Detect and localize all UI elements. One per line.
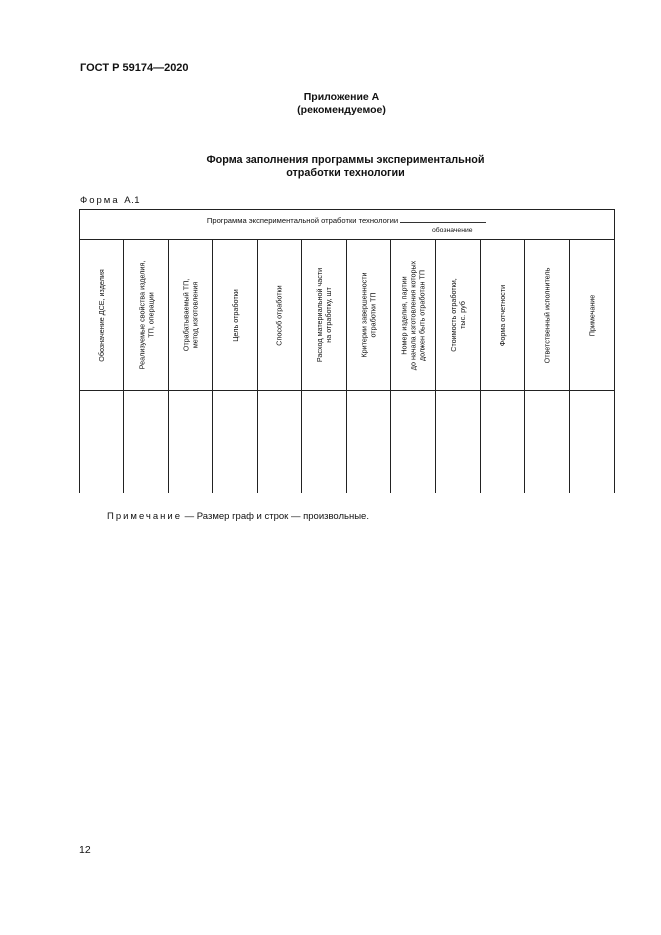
designation-caption: обозначение — [432, 227, 473, 234]
column-header-text: на отработку, шт — [324, 287, 333, 343]
program-caption — [79, 215, 614, 225]
form-title-line1: Форма заполнения программы экспериментальной — [206, 154, 485, 166]
column-header-method — [258, 240, 301, 390]
column-header-text: Форма отчетности — [498, 284, 508, 346]
column-header-text: Расход материальной части — [315, 267, 324, 363]
column-header-text: Отрабатываемый ТП, — [181, 278, 191, 352]
column-header-text: Стоимость отработки, — [449, 278, 459, 352]
note-label: Примечание — [107, 511, 182, 522]
column-header-consumption — [302, 240, 346, 390]
column-header-text: Примечание — [587, 294, 597, 336]
column-header-text: Способ отработки — [275, 284, 284, 346]
column-header-responsible — [525, 240, 569, 390]
column-header-text: отработки ТП — [368, 292, 378, 338]
annex-status: (рекомендуемое) — [297, 104, 386, 116]
column-header-text: Реализуемые свойства изделия, — [137, 260, 147, 370]
annex-title: Приложение А — [303, 91, 380, 103]
column-header-goal — [213, 240, 257, 390]
column-header-text: Ответственный исполнитель — [542, 267, 552, 363]
program-caption-text: Программа экспериментальной отработки технологии — [206, 216, 399, 225]
form-label-number: А.1 — [124, 195, 141, 206]
column-header-text: Критерии завершенности — [359, 272, 369, 358]
column-header-remark — [570, 240, 614, 390]
form-title — [0, 154, 661, 180]
designation-blank-line — [400, 215, 486, 223]
column-header-properties — [124, 240, 168, 390]
form-title-line2: отработки технологии — [286, 167, 405, 179]
standard-number: ГОСТ Р 59174—2020 — [80, 62, 189, 74]
column-header-text: тыс. руб — [458, 301, 468, 329]
page-number: 12 — [79, 844, 91, 856]
column-header-cost — [436, 240, 480, 390]
table-top-border — [79, 209, 614, 210]
column-header-text: должен быть отработан ТП — [417, 269, 427, 361]
column-header-text: Номер изделия, партии — [399, 275, 409, 355]
column-header-report-form — [481, 240, 524, 390]
column-header-text: Цель отработки — [230, 288, 240, 342]
form-label-word: Форма — [80, 195, 120, 206]
column-header-batch-number — [391, 240, 435, 390]
table-note — [107, 511, 369, 522]
table-right-border — [614, 209, 615, 493]
column-header-text: ТП, операции — [146, 292, 156, 338]
note-text: — Размер граф и строк — произвольные. — [182, 511, 369, 522]
column-header-process — [169, 240, 212, 390]
column-header-text: метод изготовления — [190, 281, 200, 349]
column-header-text: до начала изготовления которых — [408, 260, 418, 370]
column-header-dse — [80, 240, 123, 390]
annex-heading — [0, 91, 661, 117]
form-label — [80, 195, 140, 206]
column-header-criteria — [347, 240, 390, 390]
column-header-text: Обозначение ДСЕ, изделия — [97, 268, 106, 362]
